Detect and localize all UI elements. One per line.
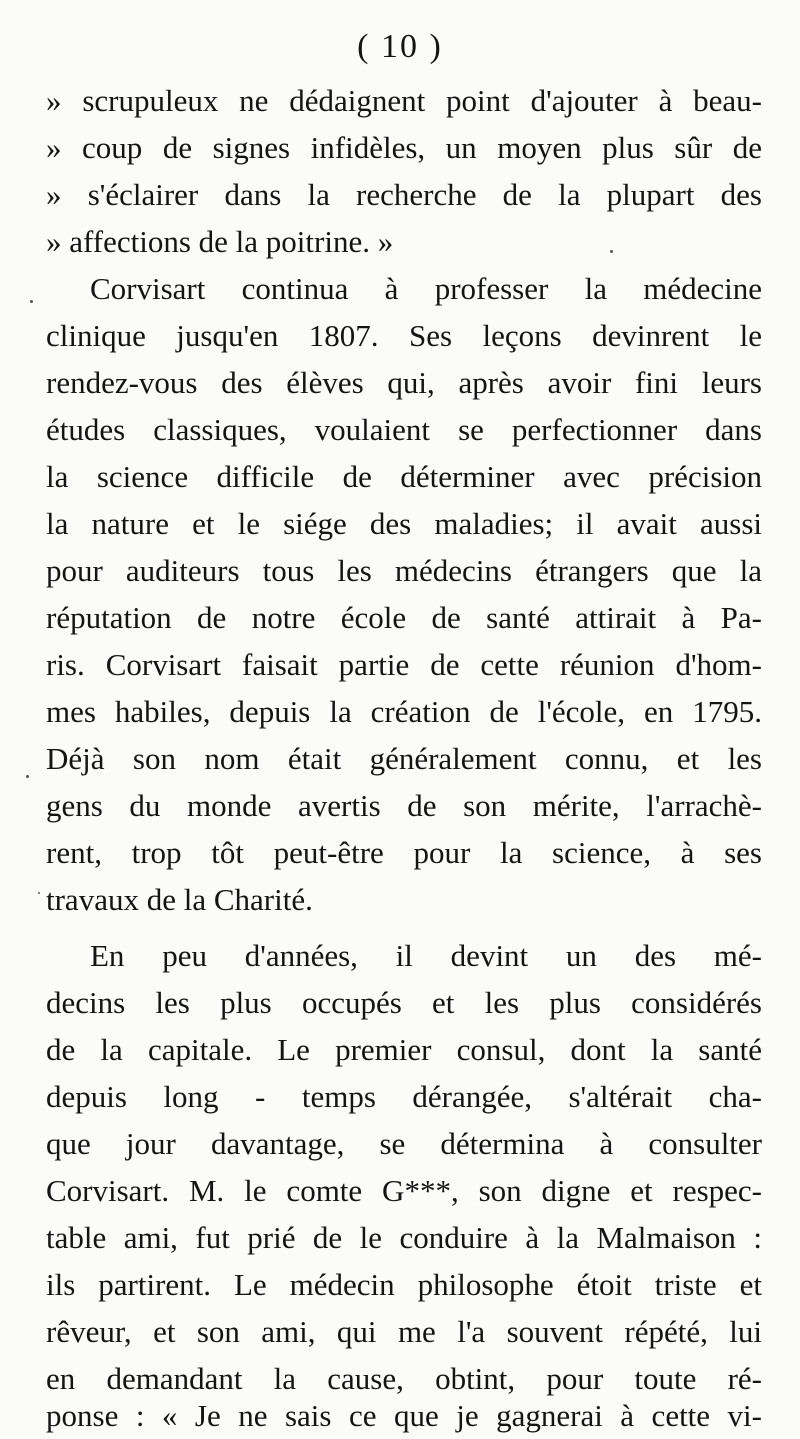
paragraph-first-line: En peu d'années, il devint un des mé- [90, 938, 762, 973]
text-line: rêveur, et son ami, qui me l'a souvent répété, lui [46, 1314, 762, 1349]
text-line: » coup de signes infidèles, un moyen plus sûr de [46, 130, 762, 165]
text-line: depuis long - temps dérangée, s'altérait cha- [46, 1079, 762, 1114]
text-line: travaux de la Charité. [46, 882, 313, 917]
text-line: la nature et le siége des maladies; il avait aussi [46, 506, 762, 541]
text-line: pour auditeurs tous les médecins étrangers que la [46, 553, 762, 588]
text-line: rendez-vous des élèves qui, après avoir fini leurs [46, 365, 762, 400]
text-line: ponse : « Je ne sais ce que je gagnerai à cette vi- [46, 1398, 762, 1433]
text-line: la science difficile de déterminer avec précision [46, 459, 762, 494]
page-number: ( 10 ) [357, 28, 443, 65]
text-line: rent, trop tôt peut-être pour la science, à ses [46, 835, 762, 870]
text-line: Corvisart. M. le comte G***, son digne et respec- [46, 1173, 762, 1208]
print-speck [30, 300, 33, 303]
text-line: réputation de notre école de santé attirait à Pa- [46, 600, 762, 635]
text-line: decins les plus occupés et les plus considérés [46, 985, 762, 1020]
text-line: gens du monde avertis de son mérite, l'arrachè- [46, 788, 762, 823]
text-line: table ami, fut prié de le conduire à la Malmaison : [46, 1220, 762, 1255]
text-line: ris. Corvisart faisait partie de cette réunion d'hom- [46, 647, 762, 682]
text-line: » s'éclairer dans la recherche de la plupart des [46, 177, 762, 212]
text-line: mes habiles, depuis la création de l'école, en 1795. [46, 694, 762, 729]
text-line: Déjà son nom était généralement connu, et les [46, 741, 762, 776]
text-line: que jour davantage, se détermina à consulter [46, 1126, 762, 1161]
text-line: » affections de la poitrine. » [46, 224, 394, 259]
paragraph-first-line: Corvisart continua à professer la médecine [90, 271, 762, 306]
print-speck [26, 775, 29, 778]
print-speck [610, 250, 613, 253]
text-line: en demandant la cause, obtint, pour toute ré- [46, 1361, 762, 1396]
text-line: de la capitale. Le premier consul, dont la santé [46, 1032, 762, 1067]
text-line: clinique jusqu'en 1807. Ses leçons devinrent le [46, 318, 762, 353]
text-line: ils partirent. Le médecin philosophe étoit triste et [46, 1267, 762, 1302]
text-line: » scrupuleux ne dédaignent point d'ajouter à beau- [46, 83, 762, 118]
text-line: études classiques, voulaient se perfectionner dans [46, 412, 762, 447]
print-speck [38, 892, 40, 894]
